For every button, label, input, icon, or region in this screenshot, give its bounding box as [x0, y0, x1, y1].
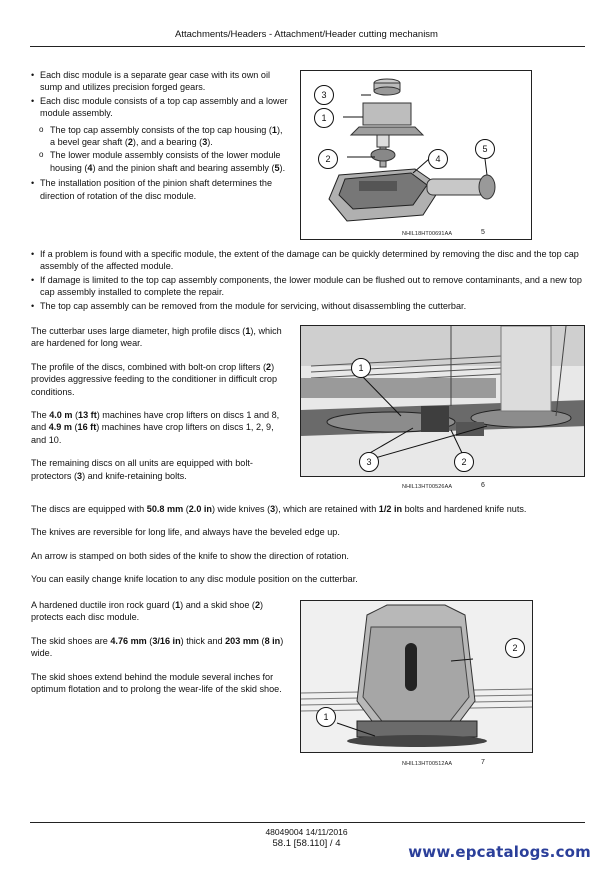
footer-doc-code: 48049004 14/11/2016 [265, 827, 348, 837]
figure-5-disc-module-exploded [300, 70, 532, 240]
sub-item: o The lower module assembly consists of the lower module housing (4) and the pinion shaft and bearing assembly (5). [39, 149, 289, 174]
page-header-title: Attachments/Headers - Attachment/Header cutting mechanism [175, 29, 438, 40]
paragraph: The discs are equipped with 50.8 mm (2.0 in) wide knives (3), which are retained with 1/2 in bolts and hardened knife nuts. [31, 504, 527, 514]
callout-4: 4 [428, 149, 448, 169]
disc-module-description [31, 69, 289, 203]
footer-page-number: 58.1 [58.110] / 4 [272, 838, 341, 849]
sub-item: o The top cap assembly consists of the top cap housing (1), a bevel gear shaft (2), and a bearing (3). [39, 124, 289, 149]
figure-6-cutterbar-photo [300, 325, 585, 477]
bullet-item: • If damage is limited to the top cap assembly components, the lower module can be flushed out to remove contaminants, and a new top cap assembly installed to complete the repair. [31, 274, 584, 299]
paragraph: The skid shoes are 4.76 mm (3/16 in) thick and 203 mm (8 in) wide. [31, 635, 284, 659]
figure-7-skid-shoe-photo [300, 600, 533, 753]
cutterbar-disc-description [31, 325, 289, 493]
cutterbar-illustration [301, 326, 585, 477]
figure-7-number: 7 [481, 759, 485, 766]
rock-guard-skid-shoe-description [31, 599, 289, 706]
callout-3: 3 [314, 85, 334, 105]
paragraph: A hardened ductile iron rock guard (1) and a skid shoe (2) protects each disc module. [31, 600, 264, 623]
figure-6-number: 6 [481, 482, 485, 489]
bullet-item: • The top cap assembly can be removed from the module for servicing, without disassembling the cutterbar. [31, 300, 584, 312]
figure-5-code: NHIL18HT00691AA [402, 231, 453, 237]
callout-2: 2 [318, 149, 338, 169]
paragraph: The 4.0 m (13 ft) machines have crop lifters on discs 1 and 8, and 4.9 m (16 ft) machines have crop lifters on discs 1, 2, 9, and 10. [31, 410, 280, 445]
footer-rule [30, 822, 585, 823]
figure-5-number: 5 [481, 229, 485, 236]
header-rule [30, 46, 585, 47]
callout-2: 2 [505, 638, 525, 658]
skid-shoe-illustration [301, 601, 533, 753]
paragraph: The knives are reversible for long life, and always have the beveled edge up. [31, 527, 340, 538]
paragraph: You can easily change knife location to any disc module position on the cutterbar. [31, 574, 358, 585]
callout-2: 2 [454, 452, 474, 472]
paragraph: The profile of the discs, combined with bolt-on crop lifters (2) provides aggressive feeding to the conditioner in difficult crop conditions. [31, 361, 278, 397]
bullet-item: • If a problem is found with a specific module, the extent of the damage can be quickly determined by removing the disc and the top cap assembly of the affected module. [31, 248, 584, 273]
repair-notes [31, 248, 584, 313]
paragraph: The remaining discs on all units are equipped with bolt-protectors (3) and knife-retaining bolts. [31, 458, 253, 481]
bullet-item: • Each disc module is a separate gear case with its own oil sump and utilizes precision forged gears. [31, 69, 289, 94]
callout-3: 3 [359, 452, 379, 472]
bullet-item: • Each disc module consists of a top cap assembly and a lower module assembly. [31, 95, 289, 120]
watermark-logo: www.epcatalogs.com [408, 843, 591, 861]
callout-1: 1 [351, 358, 371, 378]
paragraph: The skid shoes extend behind the module several inches for optimum flotation and to prolong the wear-life of the skid shoe. [31, 671, 282, 695]
knife-description [31, 503, 584, 597]
bullet-item: • The installation position of the pinion shaft determines the direction of rotation of the disc module. [31, 177, 289, 202]
paragraph: The cutterbar uses large diameter, high profile discs (1), which are hardened for long wear. [31, 326, 282, 349]
figure-7-code: NHIL13HT00512AA [402, 761, 453, 767]
callout-1: 1 [314, 108, 334, 128]
paragraph: An arrow is stamped on both sides of the knife to show the direction of rotation. [31, 550, 349, 561]
callout-5: 5 [475, 139, 495, 159]
figure-6-code: NHIL13HT00526AA [402, 484, 453, 490]
callout-1: 1 [316, 707, 336, 727]
